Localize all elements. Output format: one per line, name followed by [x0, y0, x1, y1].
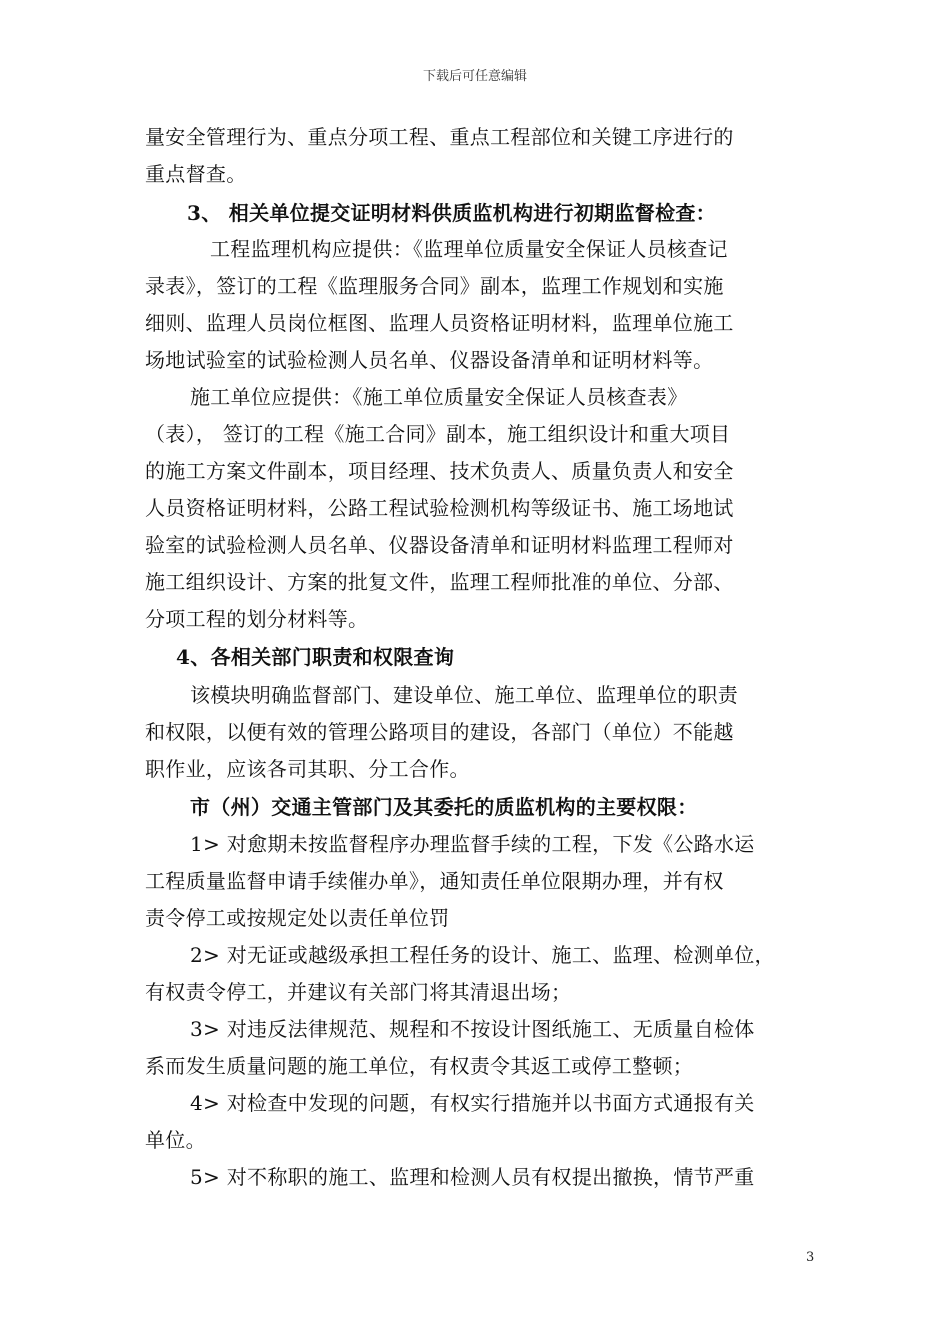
- text-line: 2> 对无证或越级承担工程任务的设计、施工、监理、检测单位，: [190, 943, 775, 967]
- text-line: 4> 对检查中发现的问题，有权实行措施并以书面方式通报有关: [190, 1091, 755, 1115]
- section-heading: 3、 相关单位提交证明材料供质监机构进行初期监督检查：: [187, 201, 716, 225]
- page-number: 3: [806, 1250, 815, 1265]
- text-line: 该模块明确监督部门、建设单位、施工单位、监理单位的职责: [190, 683, 739, 707]
- text-line: 人员资格证明材料，公路工程试验检测机构等级证书、施工场地试: [145, 496, 734, 520]
- text-line: 3> 对违反法律规范、规程和不按设计图纸施工、无质量自检体: [190, 1017, 755, 1041]
- text-line: 量安全管理行为、重点分项工程、重点工程部位和关键工序进行的: [145, 125, 734, 149]
- text-line: 施工单位应提供：《施工单位质量安全保证人员核查表》: [190, 385, 688, 409]
- text-line: 有权责令停工，并建议有关部门将其清退出场；: [145, 980, 572, 1004]
- text-line: 工程质量监督申请手续催办单》，通知责任单位限期办理，并有权: [145, 869, 724, 893]
- text-line: 单位。: [145, 1128, 206, 1152]
- section-heading: 4、各相关部门职责和权限查询: [176, 645, 455, 669]
- text-line: 责令停工或按规定处以责任单位罚: [145, 906, 450, 930]
- text-line: 分项工程的划分材料等。: [145, 607, 369, 631]
- text-line: 重点督查。: [145, 162, 247, 186]
- text-line: 施工组织设计、方案的批复文件，监理工程师批准的单位、分部、: [145, 570, 734, 594]
- text-line: 职作业，应该各司其职、分工合作。: [145, 757, 470, 781]
- text-line: 和权限，以便有效的管理公路项目的建设，各部门（单位）不能越: [145, 720, 734, 744]
- text-line: 的施工方案文件副本，项目经理、技术负责人、质量负责人和安全: [145, 459, 734, 483]
- text-line: 场地试验室的试验检测人员名单、仪器设备清单和证明材料等。: [145, 348, 714, 372]
- text-line: （表）， 签订的工程《施工合同》副本，施工组织设计和重大项目: [145, 422, 731, 446]
- text-line: 系而发生质量问题的施工单位，有权责令其返工或停工整顿；: [145, 1054, 694, 1078]
- text-line: 工程监理机构应提供：《监理单位质量安全保证人员核查记: [210, 237, 728, 261]
- page-header: 下载后可任意编辑: [422, 69, 527, 84]
- section-heading: 市（州）交通主管部门及其委托的质监机构的主要权限：: [190, 795, 698, 819]
- text-line: 验室的试验检测人员名单、仪器设备清单和证明材料监理工程师对: [145, 533, 734, 557]
- text-line: 录表》，签订的工程《监理服务合同》副本，监理工作规划和实施: [145, 274, 724, 298]
- text-line: 1> 对愈期未按监督程序办理监督手续的工程，下发《公路水运: [190, 832, 755, 856]
- text-line: 细则、监理人员岗位框图、监理人员资格证明材料，监理单位施工: [145, 311, 734, 335]
- text-line: 5> 对不称职的施工、监理和检测人员有权提出撤换，情节严重: [190, 1165, 755, 1189]
